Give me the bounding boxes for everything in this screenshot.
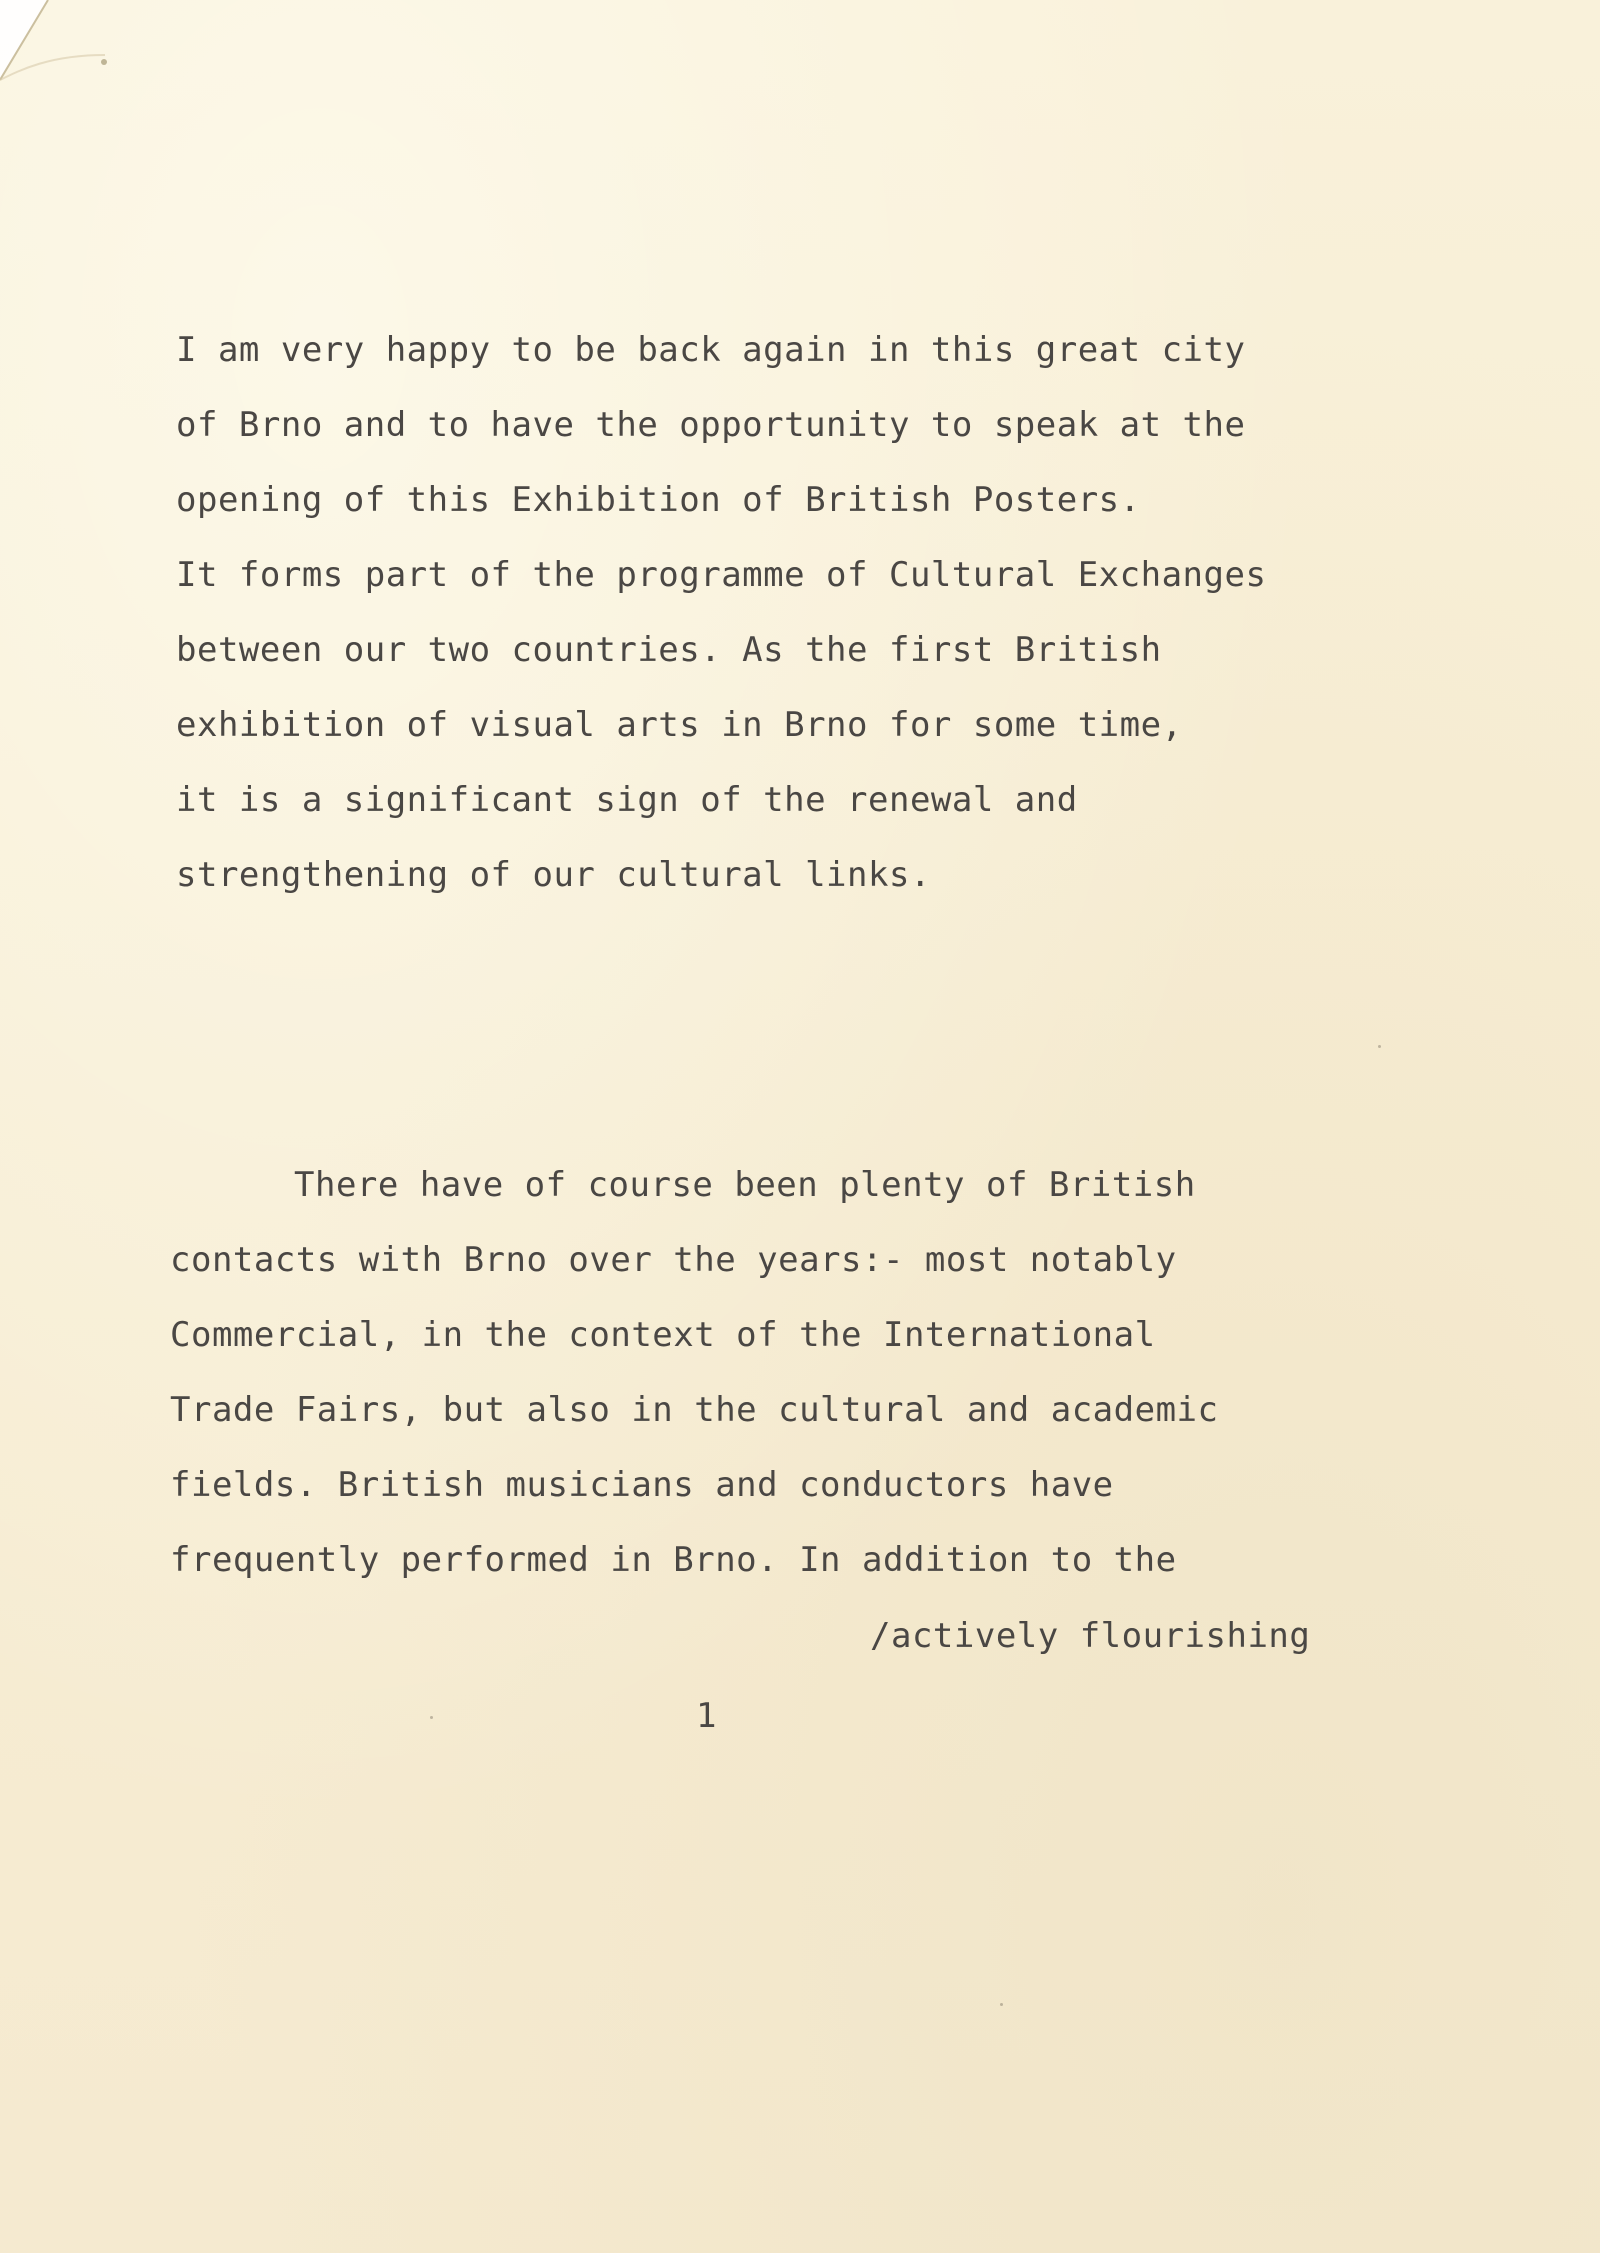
text-line: of Brno and to have the opportunity to speak at the: [176, 405, 1246, 445]
text-line: fields. British musicians and conductors have: [170, 1465, 1114, 1505]
paper-corner-fold: [0, 0, 120, 120]
text-line: There have of course been plenty of British: [294, 1165, 1196, 1205]
text-line: between our two countries. As the first British: [176, 630, 1162, 670]
text-line: Commercial, in the context of the International: [170, 1315, 1156, 1355]
text-line: opening of this Exhibition of British Posters.: [176, 480, 1141, 520]
page-number: 1: [696, 1696, 717, 1736]
paper-speck: [430, 1716, 433, 1719]
text-line: frequently performed in Brno. In addition to the: [170, 1540, 1177, 1580]
paragraph-opening: [176, 313, 1266, 913]
continuation-catchword: /actively flourishing: [870, 1616, 1311, 1656]
text-line: contacts with Brno over the years:- most notably: [170, 1240, 1177, 1280]
paper-speck: [1378, 1045, 1381, 1048]
text-line: It forms part of the programme of Cultural Exchanges: [176, 555, 1267, 595]
paragraph-contacts: [170, 1148, 1219, 1598]
text-line: Trade Fairs, but also in the cultural and academic: [170, 1390, 1219, 1430]
text-line: I am very happy to be back again in this great city: [176, 330, 1246, 370]
text-line: strengthening of our cultural links.: [176, 855, 931, 895]
paper-speck: [1000, 2003, 1003, 2006]
text-line: exhibition of visual arts in Brno for some time,: [176, 705, 1183, 745]
text-line: it is a significant sign of the renewal and: [176, 780, 1078, 820]
